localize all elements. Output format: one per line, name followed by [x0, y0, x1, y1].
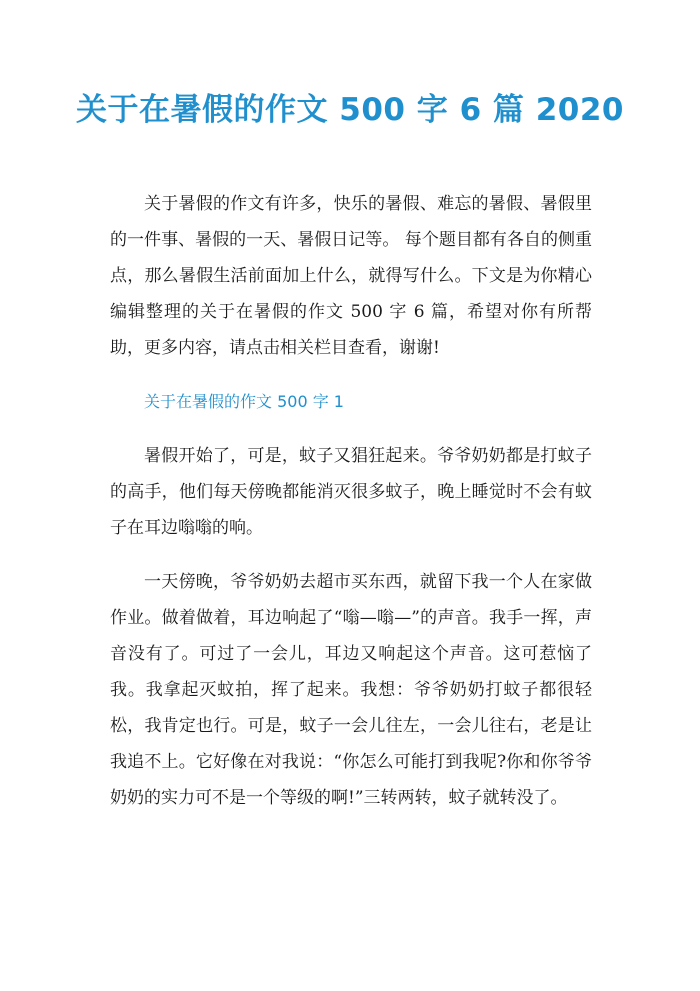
- body-paragraph: 一天傍晚，爷爷奶奶去超市买东西，就留下我一个人在家做作业。做着做着，耳边响起了“嗡—嗡—”的声音。我手一挥，声音没有了。可过了一会儿，耳边又响起这个声音。这可惹恼了我。我拿起灭蚊拍，挥了起来。我想：爷爷奶奶打蚊子都很轻松，我肯定也行。可是，蚊子一会儿往左，一会儿往右，老是让我追不上。它好像在对我说：“你怎么可能打到我呢?你和你爷爷奶奶的实力可不是一个等级的啊!”三转两转，蚊子就转没了。: [110, 572, 592, 808]
- section-heading: 关于在暑假的作文 500 字 1: [144, 392, 344, 411]
- intro-paragraph: 关于暑假的作文有许多，快乐的暑假、难忘的暑假、暑假里的一件事、暑假的一天、暑假日记等。 每个题目都有各自的侧重点，那么暑假生活前面加上什么，就得写什么。下文是为你精心编辑整理的关于在暑假的作文 500 字 6 篇，希望对你有所帮助，更多内容，请点击相关栏目查看，谢谢!: [110, 194, 592, 358]
- document-title: 关于在暑假的作文 500 字 6 篇 2020: [75, 92, 625, 128]
- document-body: [110, 186, 592, 816]
- body-paragraph: 暑假开始了，可是，蚊子又猖狂起来。爷爷奶奶都是打蚊子的高手，他们每天傍晚都能消灭很多蚊子，晚上睡觉时不会有蚊子在耳边嗡嗡的响。: [110, 446, 592, 538]
